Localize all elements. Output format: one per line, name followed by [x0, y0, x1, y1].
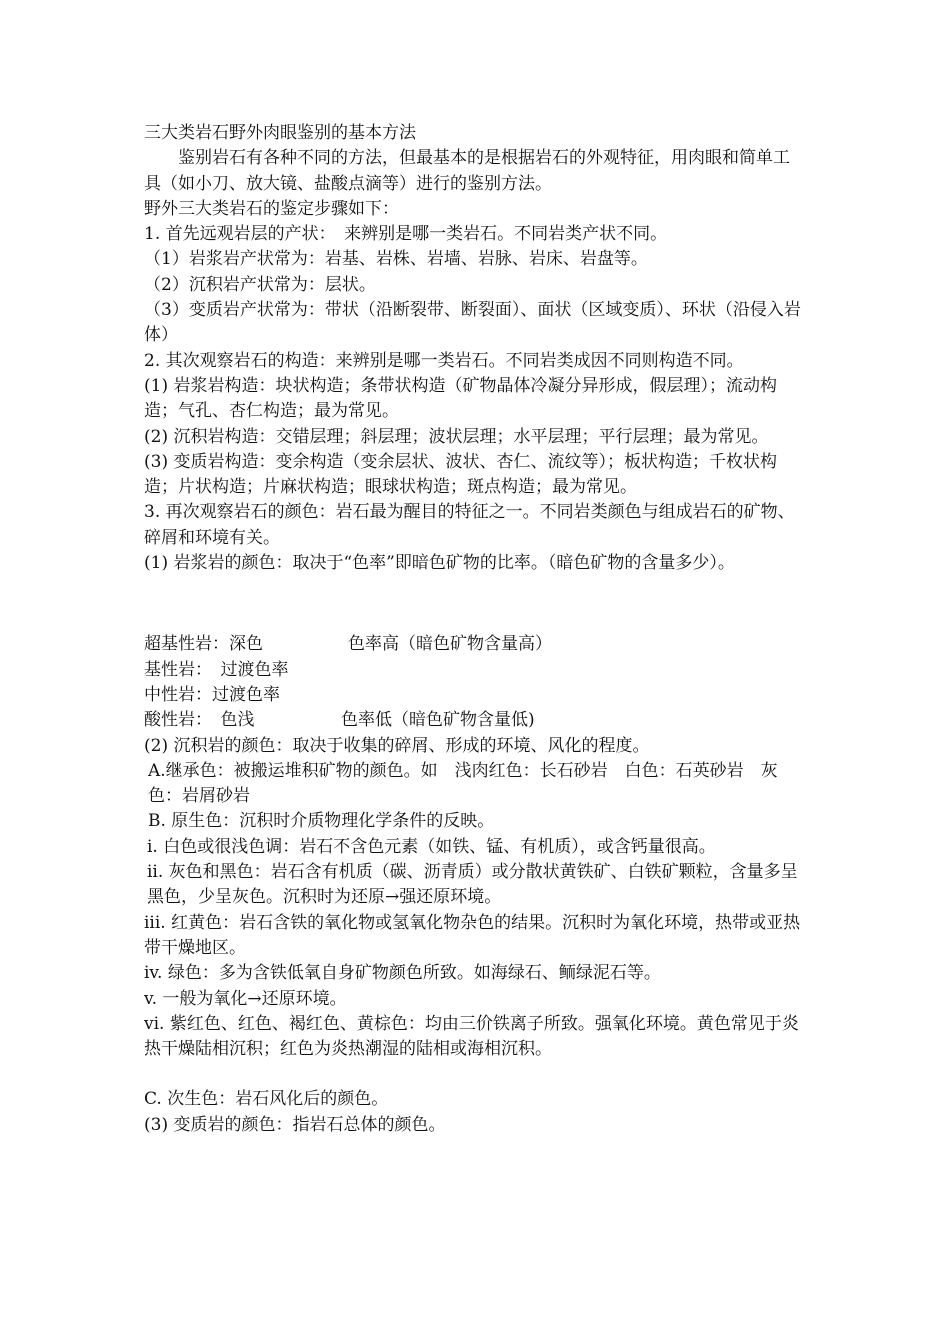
document-body	[144, 121, 806, 1138]
step1-item-igneous: （1）岩浆岩产状常为：岩基、岩株、岩墙、岩脉、岩床、岩盘等。	[144, 249, 648, 270]
sedimentary-color-heading: (2) 沉积岩的颜色：取决于收集的碎屑、形成的环境、风化的程度。	[144, 735, 650, 756]
color-row-label: 超基性岩：深色	[144, 634, 263, 655]
color-row-basic	[144, 658, 806, 683]
step1-item-metamorphic: （3）变质岩产状常为：带状（沿断裂带、断裂面）、面状（区域变质）、环状（沿侵入岩体）	[144, 300, 801, 346]
sedimentary-primary-i: i. 白色或很浅色调：岩石不含色元素（如铁、锰、有机质），或含钙量很高。	[147, 836, 716, 857]
intro-paragraph: 鉴别岩石有各种不同的方法，但最基本的是根据岩石的外观特征，用肉眼和简单工具（如小刀、放大镜、盐酸点滴等）进行的鉴别方法。	[144, 148, 790, 194]
step1-heading: 1. 首先远观岩层的产状： 来辨别是哪一类岩石。不同岩类产状不同。	[144, 224, 668, 245]
sedimentary-inherited-color: A.继承色：被搬运堆积矿物的颜色。如 浅肉红色：长石砂岩 白色：石英砂岩 灰色：岩屑砂岩	[148, 760, 778, 807]
sedimentary-secondary-color: C. 次生色：岩石风化后的颜色。	[144, 1089, 389, 1110]
sedimentary-primary-ii: ii. 灰色和黑色：岩石含有机质（碳、沥青质）或分散状黄铁矿、白铁矿颗粒，含量多呈黑色，少呈灰色。沉积时为还原→强还原环境。	[147, 862, 798, 908]
step1-item-sedimentary: （2）沉积岩产状常为：层状。	[144, 274, 376, 295]
step2-item-igneous: (1) 岩浆岩构造：块状构造；条带状构造（矿物晶体冷凝分异形成，假层理）；流动构造；气孔、杏仁构造；最为常见。	[144, 375, 777, 422]
step2-heading: 2. 其次观察岩石的构造：来辨别是哪一类岩石。不同岩类成因不同则构造不同。	[144, 350, 744, 371]
metamorphic-color-heading: (3) 变质岩的颜色：指岩石总体的颜色。	[144, 1114, 446, 1135]
color-row-intermediate	[144, 683, 806, 708]
sedimentary-primary-color: B. 原生色：沉积时介质物理化学条件的反映。	[148, 811, 495, 832]
step2-item-sedimentary: (2) 沉积岩构造：交错层理；斜层理；波状层理；水平层理；平行层理；最为常见。	[144, 426, 769, 447]
sedimentary-primary-v: v. 一般为氧化→还原环境。	[144, 988, 347, 1009]
spacer	[144, 1062, 806, 1087]
step3-heading: 3. 再次观察岩石的颜色：岩石最为醒目的特征之一。不同岩类颜色与组成岩石的矿物、碎屑和环境有关。	[144, 502, 795, 548]
sedimentary-primary-vi: vi. 紫红色、红色、褐红色、黄棕色：均由三价铁离子所致。强氧化环境。黄色常见于炎热干燥陆相沉积；红色为炎热潮湿的陆相或海相沉积。	[144, 1013, 799, 1060]
step2-item-metamorphic: (3) 变质岩构造：变余构造（变余层状、波状、杏仁、流纹等）；板状构造；千枚状构造；片状构造；片麻状构造；眼球状构造；斑点构造；最为常见。	[144, 451, 777, 498]
color-row-acidic	[144, 708, 806, 733]
color-row-note: 色率低（暗色矿物含量低)	[341, 710, 535, 731]
color-row-label: 基性岩： 过渡色率	[144, 659, 289, 680]
steps-heading: 野外三大类岩石的鉴定步骤如下：	[144, 198, 399, 219]
color-row-label: 中性岩：过渡色率	[144, 684, 280, 705]
color-row-label: 酸性岩： 色浅	[144, 710, 255, 731]
step3-item-igneous-color: (1) 岩浆岩的颜色：取决于“色率”即暗色矿物的比率。（暗色矿物的含量多少）。	[144, 553, 735, 574]
color-row-ultrabasic	[144, 632, 806, 657]
document-title: 三大类岩石野外肉眼鉴别的基本方法	[144, 123, 416, 143]
sedimentary-primary-iv: iv. 绿色：多为含铁低氧自身矿物颜色所致。如海绿石、鲕绿泥石等。	[144, 963, 661, 984]
color-row-note: 色率高（暗色矿物含量高）	[348, 634, 552, 655]
spacer	[144, 576, 806, 632]
sedimentary-primary-iii: iii. 红黄色：岩石含铁的氧化物或氢氧化物杂色的结果。沉积时为氧化环境，热带或亚热带干燥地区。	[144, 912, 801, 958]
